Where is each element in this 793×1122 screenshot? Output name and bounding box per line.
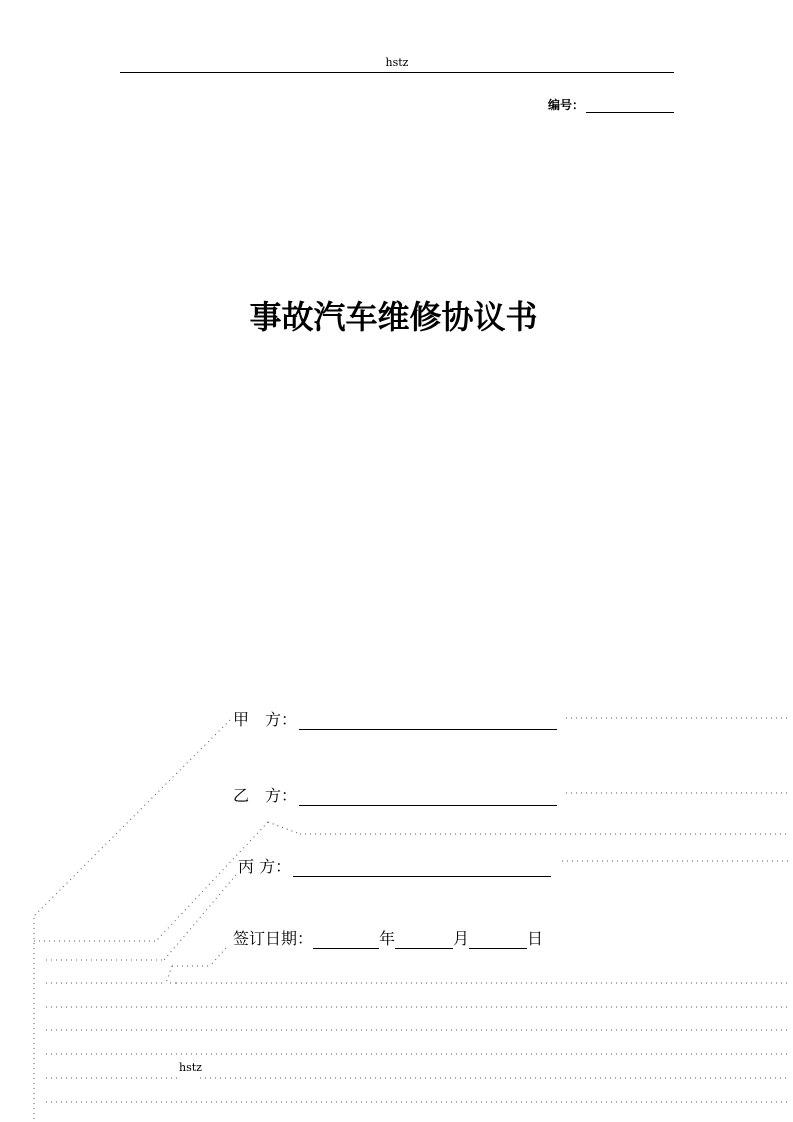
signing-day-blank[interactable] <box>469 931 527 949</box>
signing-month-label: 月 <box>453 929 470 948</box>
party-b-blank[interactable] <box>299 788 557 806</box>
party-c-field <box>238 857 551 877</box>
signing-day-label: 日 <box>527 929 544 948</box>
party-b-label: 乙 方： <box>233 786 298 805</box>
signing-date-field <box>233 929 543 949</box>
party-a-field <box>233 710 557 730</box>
party-c-label: 丙 方： <box>238 857 292 876</box>
serial-number-label: 编号： <box>547 98 584 112</box>
page-header-text: hstz <box>385 56 409 69</box>
party-a-blank[interactable] <box>299 712 557 730</box>
signing-year-label: 年 <box>379 929 396 948</box>
party-b-field <box>233 786 557 806</box>
party-c-blank[interactable] <box>293 859 551 877</box>
signing-date-label: 签订日期： <box>233 929 314 948</box>
signing-year-blank[interactable] <box>313 931 379 949</box>
document-title: 事故汽车维修协议书 <box>249 298 538 336</box>
signing-month-blank[interactable] <box>395 931 453 949</box>
party-a-label: 甲 方： <box>233 710 298 729</box>
page-footer-text: hstz <box>179 1061 202 1074</box>
